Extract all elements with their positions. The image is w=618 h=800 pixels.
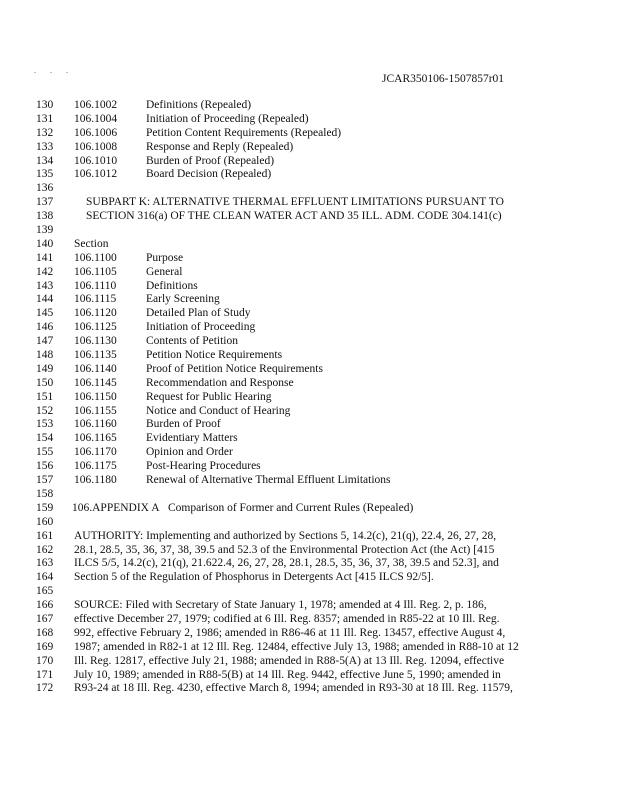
section-number: 106.1180	[74, 474, 117, 487]
document-line	[36, 155, 596, 169]
section-title: Burden of Proof (Repealed)	[146, 154, 275, 167]
section-number: 106.1010	[74, 154, 118, 167]
section-title: Evidentiary Matters	[146, 432, 238, 445]
document-line	[36, 182, 596, 196]
line-number: 164	[36, 571, 54, 584]
section-number: 106.1145	[74, 376, 117, 389]
section-title: Burden of Proof	[146, 418, 221, 431]
line-number: 146	[36, 321, 54, 334]
line-number: 140	[36, 237, 54, 250]
document-line	[36, 460, 596, 474]
document-line	[36, 627, 596, 641]
line-number: 143	[36, 279, 54, 292]
document-line	[36, 418, 596, 432]
line-text: R93-24 at 18 Ill. Reg. 4230, effective March 8, 1994; amended in R93-30 at 18 Ill. Reg. 11579,	[74, 682, 513, 695]
section-title: Contents of Petition	[146, 335, 238, 348]
section-title: Response and Reply (Repealed)	[146, 140, 294, 153]
line-text: 992, effective February 2, 1986; amended in R86-46 at 11 Ill. Reg. 13457, effective August 4,	[74, 626, 506, 639]
section-number: 106.1110	[74, 279, 117, 292]
line-number: 153	[36, 418, 54, 431]
section-number: 106.1105	[74, 265, 117, 278]
document-line	[36, 405, 596, 419]
section-title: Opinion and Order	[146, 446, 233, 459]
section-number: 106.1160	[74, 418, 117, 431]
line-number: 141	[36, 251, 54, 264]
line-text: 28.1, 28.5, 35, 36, 37, 38, 39.5 and 52.3 of the Environmental Protection Act (the Act) [415	[74, 543, 495, 556]
document-line	[36, 210, 596, 224]
document-line	[36, 474, 596, 488]
document-line	[36, 349, 596, 363]
section-title: Detailed Plan of Study	[146, 307, 251, 320]
section-title: Definitions (Repealed)	[146, 99, 252, 111]
section-title: Comparison of Former and Current Rules (Repealed)	[168, 501, 414, 514]
document-line	[36, 321, 596, 335]
section-title: Petition Content Requirements (Repealed)	[146, 126, 342, 139]
document-line	[36, 224, 596, 238]
document-line	[36, 530, 596, 544]
subpart-heading: SUBPART K: ALTERNATIVE THERMAL EFFLUENT LIMITATIONS PURSUANT TO	[86, 196, 504, 209]
document-line	[36, 446, 596, 460]
section-number: 106.1006	[74, 126, 118, 139]
section-number: 106.APPENDIX A	[72, 501, 160, 514]
line-number: 172	[36, 682, 54, 695]
section-number: 106.1100	[74, 251, 117, 264]
section-title: Initiation of Proceeding (Repealed)	[146, 112, 309, 125]
document-line	[36, 641, 596, 655]
section-title: Definitions	[146, 279, 198, 292]
line-text: 1987; amended in R82-1 at 12 Ill. Reg. 12484, effective July 13, 1988; amended in R88-10 at 12	[74, 640, 519, 653]
line-text: Section	[74, 237, 109, 250]
document-line	[36, 363, 596, 377]
document-line	[36, 335, 596, 349]
line-number: 161	[36, 529, 54, 542]
line-text: July 10, 1989; amended in R88-5(B) at 14 Ill. Reg. 9442, effective June 5, 1990; amended in	[74, 668, 501, 681]
line-number: 132	[36, 126, 54, 139]
document-line	[36, 544, 596, 558]
section-number: 106.1004	[74, 112, 118, 125]
document-line	[36, 391, 596, 405]
document-line	[36, 280, 596, 294]
document-body	[36, 99, 596, 696]
document-line	[36, 127, 596, 141]
subpart-heading: SECTION 316(a) OF THE CLEAN WATER ACT AND 35 ILL. ADM. CODE 304.141(c)	[86, 210, 502, 223]
document-line	[36, 557, 596, 571]
section-number: 106.1135	[74, 349, 117, 362]
section-title: Post-Hearing Procedures	[146, 460, 261, 473]
line-number: 133	[36, 140, 54, 153]
document-line	[36, 307, 596, 321]
section-title: Petition Notice Requirements	[146, 349, 283, 362]
line-number: 166	[36, 599, 54, 612]
line-number: 131	[36, 112, 54, 125]
document-line	[36, 488, 596, 502]
line-number: 142	[36, 265, 54, 278]
section-number: 106.1165	[74, 432, 117, 445]
document-line	[36, 669, 596, 683]
section-title: Purpose	[146, 251, 184, 264]
document-line	[36, 238, 596, 252]
line-number: 151	[36, 390, 54, 403]
line-text: ILCS 5/5, 14.2(c), 21(q), 21.622.4, 26, 27, 28, 28.1, 28.5, 35, 36, 37, 38, 39.5 and 52.3], and	[74, 557, 499, 570]
document-line	[36, 585, 596, 599]
line-text: SOURCE: Filed with Secretary of State January 1, 1978; amended at 4 Ill. Reg. 2, p. 186,	[74, 599, 487, 612]
line-number: 138	[36, 210, 54, 223]
line-number: 157	[36, 474, 54, 487]
section-number: 106.1150	[74, 390, 117, 403]
section-number: 106.1175	[74, 460, 117, 473]
line-number: 156	[36, 460, 54, 473]
line-number: 150	[36, 376, 54, 389]
document-line	[36, 266, 596, 280]
document-line	[36, 655, 596, 669]
line-number: 135	[36, 168, 54, 181]
document-line	[36, 293, 596, 307]
section-title: General	[146, 265, 183, 278]
document-line	[36, 141, 596, 155]
line-number: 171	[36, 668, 54, 681]
document-line	[36, 571, 596, 585]
line-number: 144	[36, 293, 54, 306]
line-number: 152	[36, 404, 54, 417]
section-number: 106.1140	[74, 362, 117, 375]
document-line	[36, 599, 596, 613]
section-title: Early Screening	[146, 293, 220, 306]
document-line	[36, 682, 596, 696]
section-title: Proof of Petition Notice Requirements	[146, 362, 323, 375]
line-number: 168	[36, 626, 54, 639]
section-number: 106.1002	[74, 99, 118, 111]
document-line	[36, 252, 596, 266]
section-title: Initiation of Proceeding	[146, 321, 256, 334]
line-number: 163	[36, 557, 54, 570]
scan-speck: . . .	[34, 66, 74, 75]
section-number: 106.1012	[74, 168, 118, 181]
line-number: 159	[36, 501, 54, 514]
line-number: 130	[36, 99, 54, 111]
line-number: 170	[36, 654, 54, 667]
line-number: 145	[36, 307, 54, 320]
document-line	[36, 113, 596, 127]
section-title: Notice and Conduct of Hearing	[146, 404, 291, 417]
section-number: 106.1008	[74, 140, 118, 153]
line-number: 169	[36, 640, 54, 653]
section-number: 106.1120	[74, 307, 117, 320]
line-number: 148	[36, 349, 54, 362]
line-number: 154	[36, 432, 54, 445]
section-number: 106.1115	[74, 293, 117, 306]
line-text: AUTHORITY: Implementing and authorized by Sections 5, 14.2(c), 21(q), 22.4, 26, 27, 28,	[74, 529, 497, 542]
document-line	[36, 613, 596, 627]
document-line	[36, 99, 596, 113]
line-number: 158	[36, 487, 54, 500]
document-line	[36, 502, 596, 516]
document-line	[36, 516, 596, 530]
section-number: 106.1130	[74, 335, 117, 348]
document-id: JCAR350106-1507857r01	[382, 73, 505, 85]
section-number: 106.1125	[74, 321, 117, 334]
line-number: 147	[36, 335, 54, 348]
line-number: 149	[36, 362, 54, 375]
line-number: 137	[36, 196, 54, 209]
document-line	[36, 196, 596, 210]
section-title: Renewal of Alternative Thermal Effluent Limitations	[146, 474, 391, 487]
document-line	[36, 168, 596, 182]
line-number: 155	[36, 446, 54, 459]
line-text: effective December 27, 1979; codified at 6 Ill. Reg. 8357; amended in R85-22 at 10 Ill. Reg.	[74, 612, 500, 625]
line-number: 165	[36, 585, 54, 598]
document-line	[36, 377, 596, 391]
line-number: 134	[36, 154, 54, 167]
line-number: 160	[36, 515, 54, 528]
line-number: 139	[36, 224, 54, 237]
line-number: 162	[36, 543, 54, 556]
section-title: Board Decision (Repealed)	[146, 168, 272, 181]
section-title: Recommendation and Response	[146, 376, 294, 389]
section-title: Request for Public Hearing	[146, 390, 272, 403]
line-text: Ill. Reg. 12817, effective July 21, 1988; amended in R88-5(A) at 13 Ill. Reg. 12094, effective	[74, 654, 505, 667]
line-number: 167	[36, 612, 54, 625]
line-number: 136	[36, 182, 54, 195]
section-number: 106.1170	[74, 446, 117, 459]
line-text: Section 5 of the Regulation of Phosphorus in Detergents Act [415 ILCS 92/5].	[74, 571, 434, 584]
document-line	[36, 432, 596, 446]
section-number: 106.1155	[74, 404, 117, 417]
